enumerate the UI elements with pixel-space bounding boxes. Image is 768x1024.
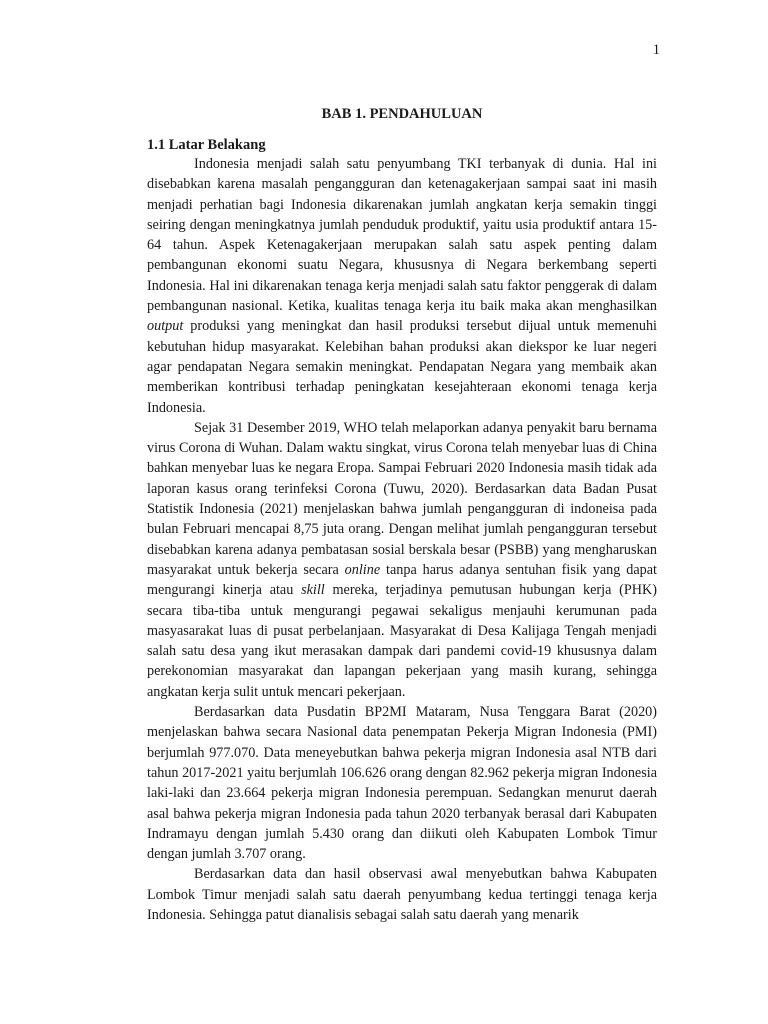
paragraph-3 — [147, 702, 657, 864]
paragraph-1-text: Indonesia menjadi salah satu penyumbang TKI terbanyak di dunia. Hal ini disebabkan karena masalah pengangguran dan ketenagakerjaan sampai saat ini masih menjadi perhatian bagi Indonesia dikarenakan jumlah angkatan kerja semakin tinggi seiring dengan meningkatnya jumlah penduduk produktif, yaitu usia produktif antara 15-64 tahun. Aspek Ketenagakerjaan merupakan salah satu aspek penting dalam pembangunan ekonomi suatu Negara, khususnya di Negara berkembang seperti Indonesia. Hal ini dikarenakan tenaga kerja menjadi salah satu faktor penggerak di dalam pembangunan nasional. Ketika, kualitas tenaga kerja itu baik maka akan menghasilkan — [147, 156, 657, 315]
paragraph-1-text: produksi yang meningkat dan hasil produksi tersebut dijual untuk memenuhi kebutuhan hidup masyarakat. Kelebihan bahan produksi akan diekspor ke luar negeri agar pendapatan Negara semakin meningkat. Pendapatan Negara yang membaik akan memberikan kontribusi terhadap peningkatan kesejahteraan ekonomi tenaga kerja Indonesia. — [147, 318, 657, 416]
paragraph-2-text: tanpa harus adanya sentuhan fisik yang dapat mengurangi kinerja atau — [147, 561, 657, 599]
paragraph-2-italic-term: skill — [301, 582, 325, 599]
paragraph-4-text: Berdasarkan data dan hasil observasi awal menyebutkan bahwa Kabupaten Lombok Timur menjadi salah satu daerah penyumbang kedua tertinggi tenaga kerja Indonesia. Sehingga patut dianalisis sebagai salah satu daerah yang menarik — [147, 866, 657, 923]
paragraph-2-text: Sejak 31 Desember 2019, WHO telah melaporkan adanya penyakit baru bernama virus Corona di Wuhan. Dalam waktu singkat, virus Corona telah menyebar luas di China bahkan menyebar luas ke negara Eropa. Sampai Februari 2020 Indonesia masih tidak ada laporan kasus orang terinfeksi Corona (Tuwu, 2020). Berdasarkan data Badan Pusat Statistik Indonesia (2021) menjelaskan bahwa jumlah pengangguran di indoneisa pada bulan Februari mencapai 8,75 juta orang. Dengan melihat jumlah pengangguran tersebut disebabkan karena adanya pembatasan sosial berskala besar (PSBB) yang mengharuskan masyarakat untuk bekerja secara — [147, 419, 657, 578]
chapter-title: BAB 1. PENDAHULUAN — [321, 106, 483, 122]
paragraph-2-text: mereka, terjadinya pemutusan hubungan kerja (PHK) secara tiba-tiba untuk mengurangi pegawai sekaligus menjauhi kerumunan pada masyasarakat luas di pusat perbelanjaan. Masyarakat di Desa Kalijaga Tengah menjadi salah satu desa yang ikut merasakan dampak dari pandemi covid-19 khususnya dalam perekonomian masyarakat dan lapangan pekerjaan yang masih kurang, sehingga angkatan kerja sulit untuk mencari pekerjaan. — [147, 582, 657, 700]
paragraph-4 — [147, 864, 657, 925]
paragraph-1-italic-term: output — [147, 318, 184, 335]
paragraph-2-italic-term: online — [344, 561, 381, 578]
body-text — [147, 154, 657, 925]
paragraph-2 — [147, 418, 657, 702]
paragraph-1 — [147, 154, 657, 418]
section-title: 1.1 Latar Belakang — [147, 137, 266, 153]
page-number: 1 — [652, 42, 660, 58]
paragraph-3-text: Berdasarkan data Pusdatin BP2MI Mataram, Nusa Tenggara Barat (2020) menjelaskan bahwa secara Nasional data penempatan Pekerja Migran Indonesia (PMI) berjumlah 977.070. Data meneyebutkan bahwa pekerja migran Indonesia asal NTB dari tahun 2017-2021 yaitu berjumlah 106.626 orang dengan 82.962 pekerja migran Indonesia laki-laki dan 23.664 pekerja migran Indonesia perempuan. Sedangkan menurut daerah asal bahwa pekerja migran Indonesia pada tahun 2020 terbanyak berasal dari Kabupaten Indramayu dengan jumlah 5.430 orang dan diikuti oleh Kabupaten Lombok Timur dengan jumlah 3.707 orang. — [147, 704, 657, 863]
